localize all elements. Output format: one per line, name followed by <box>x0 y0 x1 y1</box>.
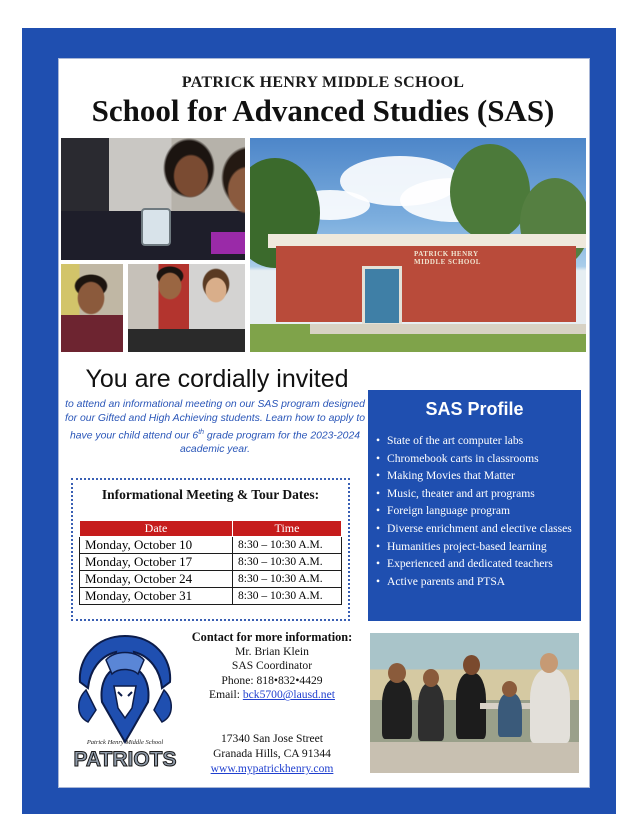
address-street: 17340 San Jose Street <box>220 732 324 745</box>
column-header-date: Date <box>80 521 233 537</box>
date-cell: Monday, October 24 <box>80 571 233 588</box>
list-item <box>376 467 578 485</box>
list-item <box>376 450 578 468</box>
meeting-dates-table <box>79 520 342 605</box>
list-item <box>376 485 578 503</box>
list-item-text: Foreign language program <box>387 504 510 518</box>
sas-profile-list <box>376 432 578 590</box>
mascot-script-text: Patrick Henry Middle School <box>86 739 164 746</box>
bullet-icon: • <box>376 486 381 500</box>
student-figure <box>382 679 412 739</box>
table-row <box>80 571 342 588</box>
list-item <box>376 555 578 573</box>
school-address <box>178 731 366 776</box>
student-figure <box>418 683 444 741</box>
walkway <box>310 324 586 334</box>
contact-email-link[interactable]: bck5700@lausd.net <box>242 688 335 702</box>
time-cell: 8:30 – 10:30 A.M. <box>233 571 342 588</box>
students-group-photo <box>128 264 245 352</box>
time-cell: 8:30 – 10:30 A.M. <box>233 554 342 571</box>
top-margin <box>0 0 640 20</box>
list-item-text: Active parents and PTSA <box>387 574 506 588</box>
date-cell: Monday, October 31 <box>80 588 233 605</box>
table-row <box>80 537 342 554</box>
bullet-icon: • <box>376 469 381 483</box>
list-item-text: Experienced and dedicated teachers <box>387 557 553 571</box>
school-building-photo <box>250 138 586 352</box>
list-item <box>376 538 578 556</box>
bullet-icon: • <box>376 451 381 465</box>
beaker <box>141 208 171 246</box>
bullet-icon: • <box>376 434 381 447</box>
invitation-text-part1: to attend an informational meeting on our SAS program designed for our Gifted and High Achieving students. Learn how to apply to have your child attend our 6 <box>65 399 365 442</box>
contact-info <box>178 630 366 703</box>
list-item <box>376 573 578 591</box>
time-cell: 8:30 – 10:30 A.M. <box>233 537 342 554</box>
date-cell: Monday, October 10 <box>80 537 233 554</box>
building-sign: PATRICK HENRY MIDDLE SCHOOL <box>414 250 481 266</box>
contact-heading: Contact for more information: <box>191 630 353 644</box>
bullet-icon: • <box>376 574 381 588</box>
contact-role: SAS Coordinator <box>231 659 313 673</box>
bullet-icon: • <box>376 539 381 553</box>
list-item <box>376 432 578 450</box>
meeting-dates-heading: Informational Meeting & Tour Dates: <box>101 487 320 502</box>
student-figure <box>498 693 522 737</box>
address-city: Granada Hills, CA 91344 <box>213 747 331 760</box>
bullet-icon: • <box>376 504 381 518</box>
student-head <box>463 655 480 675</box>
list-item-text: Chromebook carts in classrooms <box>387 451 539 465</box>
invitation-text <box>62 398 368 457</box>
building-door <box>362 266 402 326</box>
bullet-icon: • <box>376 521 381 535</box>
students-outdoor-photo <box>370 633 579 773</box>
contact-email-label: Email: <box>209 688 243 702</box>
table-header-row <box>80 521 342 537</box>
student-head <box>423 669 439 687</box>
table-row <box>80 588 342 605</box>
list-item-text: Humanities project-based learning <box>387 539 547 553</box>
list-item <box>376 520 578 538</box>
mascot-wordmark: PATRIOTS <box>73 748 177 771</box>
contact-email-row <box>178 688 366 703</box>
date-cell: Monday, October 17 <box>80 554 233 571</box>
invitation-text-sup: th <box>198 429 205 436</box>
students-lab-photo <box>61 138 245 260</box>
purple-object <box>211 232 245 254</box>
student-boy-photo <box>61 264 123 352</box>
tree <box>450 144 530 240</box>
mascot-hair-left <box>79 690 96 722</box>
invitation-text-part2: grade program for the 2023-2024 academic year. <box>179 430 361 456</box>
bullet-icon: • <box>376 557 381 571</box>
column-header-time: Time <box>233 521 342 537</box>
list-item-text: Music, theater and art programs <box>387 486 535 500</box>
school-name: PATRICK HENRY MIDDLE SCHOOL <box>181 74 465 91</box>
list-item-text: State of the art computer labs <box>387 434 524 447</box>
invitation-headline: You are cordially invited <box>85 365 349 393</box>
contact-name: Mr. Brian Klein <box>235 644 309 658</box>
time-cell: 8:30 – 10:30 A.M. <box>233 588 342 605</box>
student-head <box>502 681 517 697</box>
list-item-text: Making Movies that Matter <box>387 469 515 483</box>
patriots-mascot-logo <box>66 630 184 776</box>
contact-phone: Phone: 818•832•4429 <box>221 673 323 687</box>
program-title: School for Advanced Studies (SAS) <box>91 93 555 128</box>
list-item-text: Diverse enrichment and elective classes <box>387 521 572 535</box>
list-item <box>376 502 578 520</box>
mascot-hair-right <box>154 690 171 722</box>
student-head <box>540 653 558 673</box>
table-row <box>80 554 342 571</box>
sas-profile-title: SAS Profile <box>425 399 524 419</box>
website-link[interactable]: www.mypatrickhenry.com <box>210 762 334 775</box>
student-figure <box>530 669 570 743</box>
student-head <box>388 663 406 683</box>
